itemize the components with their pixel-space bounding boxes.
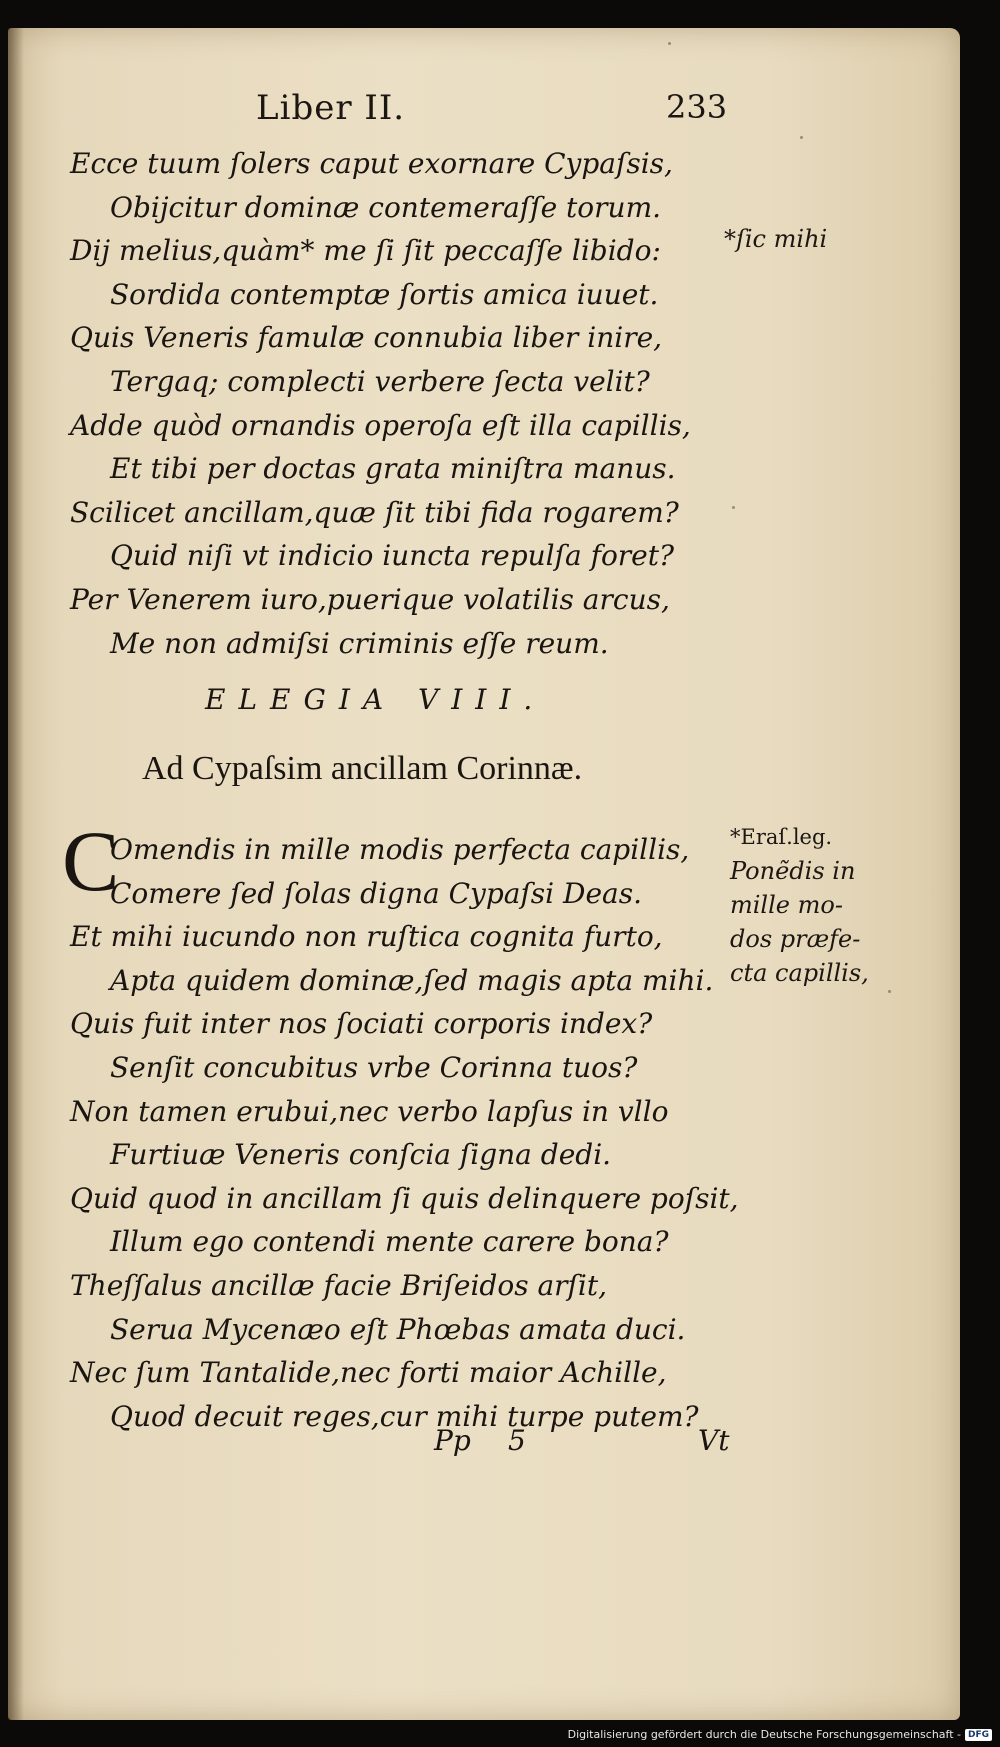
verse-line: Serua Mycenæo eſt Phœbas amata duci. [110,1312,686,1346]
verse-line: Et mihi iucundo non ruſtica cognita furto, [70,920,663,954]
section-title: ELEGIA VIII. [205,683,546,716]
margin-note-variant-reading [730,820,880,990]
catchword: Vt [698,1424,730,1457]
verse-line: Et tibi per doctas grata miniſtra manus. [110,452,676,486]
margin-note: *ſic mihi [724,225,828,253]
verse-line: Tergaq; complecti verbere ſecta velit? [110,364,650,398]
signature-number: 5 [508,1424,526,1457]
margin-note-line: mille mo- [730,891,843,919]
verse-line: Senſit concubitus vrbe Corinna tuos? [110,1050,638,1084]
verse-line: Sordida contemptæ ſortis amica iuuet. [110,277,659,311]
running-head: Liber II. [256,88,406,128]
verse-line: Quid niſi vt indicio iuncta repulſa foret? [110,539,675,573]
verse-line: Quis Veneris famulæ connubia liber inire, [70,321,663,355]
credit-text: Digitalisierung gefördert durch die Deutsche Forschungsgemeinschaft - [567,1728,961,1741]
signature-mark: Pp [434,1424,471,1457]
margin-note-line: cta capillis, [730,959,869,987]
verse-line: Me non admiſsi criminis eſſe reum. [110,626,609,660]
paper-speck [888,990,891,993]
verse-line: Comere ſed ſolas digna Cypaſsi Deas. [110,876,643,910]
margin-note-line: dos præfe- [730,925,861,953]
elegy-vii-verses [70,142,690,665]
page-header [0,88,1000,134]
verse-line: Quis fuit inter nos ſociati corporis index? [70,1007,653,1041]
verse-line: Quod decuit reges,cur mihi turpe putem? [110,1399,699,1433]
verse-line-text: Omendis in mille modis perfecta capillis, [110,833,690,866]
elegy-viii-verses [62,813,739,1438]
verse-line: Illum ego contendi mente carere bona? [110,1225,669,1259]
verse-line: Non tamen erubui,nec verbo lapſus in vllo [70,1094,669,1128]
page-footer-marks [0,1424,1000,1468]
paper-speck [800,136,803,139]
verse-line: Nec ſum Tantalide,nec forti maior Achille, [70,1356,667,1390]
dfg-logo: DFG [965,1729,992,1741]
margin-note-line: Ponẽdis in [730,857,856,885]
verse-line: Dij melius,quàm* me ſi ſit peccaſſe libido: [70,234,661,268]
elegy-subtitle: Ad Cypaſsim ancillam Corinnæ. [142,750,583,787]
paper-speck [732,506,735,509]
verse-line: Theſſalus ancillæ facie Briſeidos arſit, [70,1268,608,1302]
margin-note-line: *Eraſ.leg. [730,825,833,849]
verse-line: Per Venerem iuro,puerique volatilis arcus, [70,582,670,616]
drop-cap: C [62,813,120,909]
verse-line: Ecce tuum ſolers caput exornare Cypaſsis, [70,147,673,180]
digitization-credit [568,1728,992,1741]
paper-speck [668,42,671,45]
verse-line: Adde quòd ornandis operoſa eſt illa capillis, [70,408,691,442]
verse-line: Scilicet ancillam,quæ ſit tibi fida rogarem? [70,495,679,529]
verse-line: Quid quod in ancillam ſi quis delinquere poſsit, [70,1181,739,1215]
page-number: 233 [666,88,728,126]
verse-line: Apta quidem dominæ,ſed magis apta mihi. [110,963,714,997]
verse-line: Furtiuæ Veneris conſcia ſigna dedi. [110,1138,612,1172]
verse-line: Obijcitur dominæ contemeraſſe torum. [110,190,662,224]
